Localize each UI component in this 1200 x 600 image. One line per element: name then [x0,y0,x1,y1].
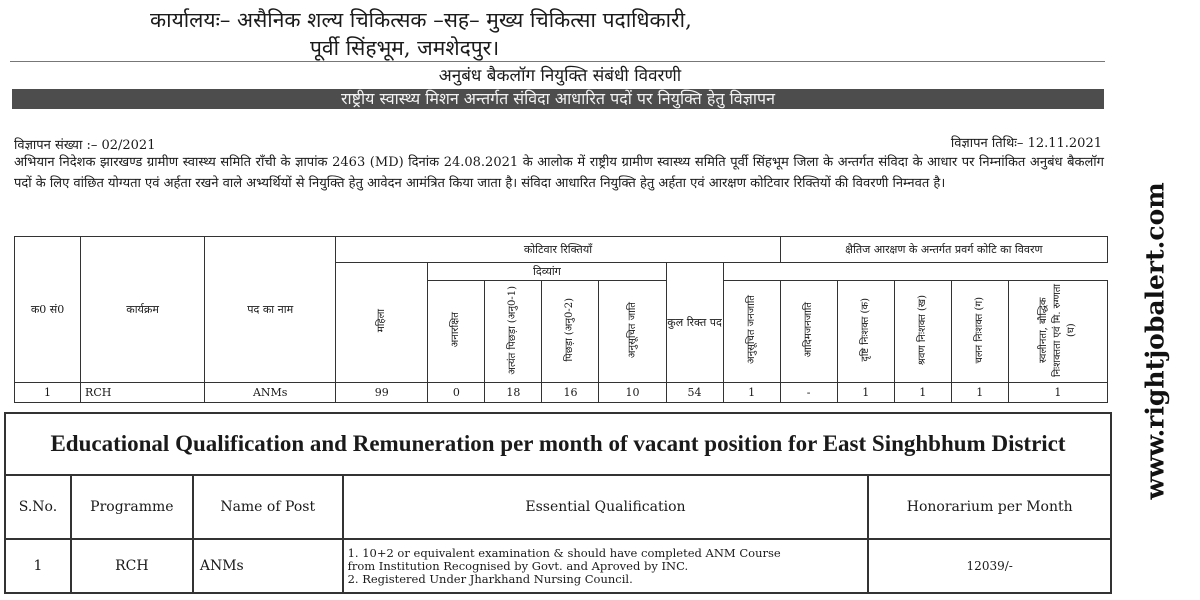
cell-pvtg: 1 [723,383,780,403]
table-row [15,383,1108,403]
vacancy-table [14,236,1108,403]
cell-programme: RCH [71,539,193,593]
office-header [150,6,980,62]
office-line-2: पूर्वी सिंहभूम, जमशेदपुर। [310,36,500,60]
group-horizontal-reservation: क्षैतिज आरक्षण के अन्तर्गत प्रवर्ग कोटि का विवरण [780,237,1107,263]
col-ebc: अत्यंत पिछड़ा (अनु0-1) [485,281,542,383]
col-programme: Programme [71,475,193,539]
col-qualification: Essential Qualification [343,475,869,539]
intro-paragraph: अभियान निदेशक झारखण्ड ग्रामीण स्वास्थ्य समिति रॉंची के ज्ञापांक 2463 (MD) दिनांक 24.08.2021 के आलोक में राष्ट्रीय ग्रामीण स्वास्थ्य समिति पूर्वी सिंहभूम जिला के अन्तर्गत संविदा के आधार पर निम्नांकित अनुबंध बैकलॉग पदों के लिए वांछित योग्यता एवं अर्हता रखने वाले अभ्यर्थियों से नियुक्ति हेतु आवेदन आमंत्रित किया जाता है। संविदा आधारित नियुक्ति हेतु अर्हता एवं आरक्षण कोटिवार रिक्तियों की विवरणी निम्नवत है। [14,155,1104,191]
col-bc: पिछड़ा (अनु0-2) [542,281,599,383]
col-unreserved: अनारक्षित [428,281,485,383]
group-divyang: दिव्यांग [428,263,666,281]
cell-unreserved: 0 [428,383,485,403]
group-category-vacancies: कोटिवार रिक्तियाँ [336,237,780,263]
col-post: Name of Post [193,475,343,539]
cell-locomotor: 1 [951,383,1008,403]
cell-other: 1 [1008,383,1107,403]
cell-ebc: 18 [485,383,542,403]
col-total: कुल रिक्त पद [666,263,723,383]
cell-bc: 16 [542,383,599,403]
notice-subtitle: अनुबंध बैकलॉग नियुक्ति संबंधी विवरणी [438,66,682,86]
col-programme: कार्यक्रम [81,237,205,383]
qualification-line: from Institution Recognised by Govt. and Aproved by INC. [347,558,689,573]
col-st: अनुसूचित जनजाति [723,281,780,383]
cell-visual: 1 [837,383,894,403]
cell-sno: 1 [5,539,71,593]
col-hearing: श्रवण निःशक्त (ख) [894,281,951,383]
qualification-line: 2. Registered Under Jharkhand Nursing Council. [347,571,633,586]
col-sc: अनुसूचित जाति [599,281,666,383]
cell-post: ANMs [193,539,343,593]
col-locomotor: चलन निःशक्त (ग) [951,281,1008,383]
notice-banner: राष्ट्रीय स्वास्थ्य मिशन अन्तर्गत संविदा आधारित पदों पर नियुक्ति हेतु विज्ञापन [12,89,1104,109]
cell-post: ANMs [205,383,336,403]
watermark-text: www.rightjobalert.com [1140,182,1170,500]
qualification-table [4,412,1112,594]
col-sno: क0 सं0 [15,237,81,383]
col-sno: S.No. [5,475,71,539]
col-post: पद का नाम [205,237,336,383]
cell-st: 54 [666,383,723,403]
qualification-line: 1. 10+2 or equivalent examination & should have completed ANM Course [347,545,781,560]
col-visual: दृष्टि निःशक्त (क) [837,281,894,383]
qualification-title: Educational Qualification and Remuneration per month of vacant position for East Singhbhum District [5,413,1111,475]
office-line-1: कार्यालयः– असैनिक शल्य चिकित्सक –सह– मुख्य चिकित्सा पदाधिकारी, [150,8,692,32]
advert-date: विज्ञापन तिथिः– 12.11.2021 [950,136,1102,151]
cell-qualification [343,539,869,593]
watermark [1130,180,1180,500]
col-honorarium: Honorarium per Month [868,475,1111,539]
cell-honorarium: 12039/- [868,539,1111,593]
cell-sc: 10 [599,383,666,403]
cell-hearing: 1 [894,383,951,403]
col-other: स्वलीनता, बौद्धिक निःशक्तता एवं मि. रुग्णता (घ) [1008,281,1107,383]
cell-programme: RCH [81,383,205,403]
cell-women: - [780,383,837,403]
cell-total: 99 [336,383,428,403]
col-pvtg: आदिमजनजाति [780,281,837,383]
col-women: महिला [336,263,428,383]
advert-number: विज्ञापन संख्या :– 02/2021 [14,138,156,153]
cell-sno: 1 [15,383,81,403]
table-row [5,539,1111,593]
divider [10,61,1105,62]
